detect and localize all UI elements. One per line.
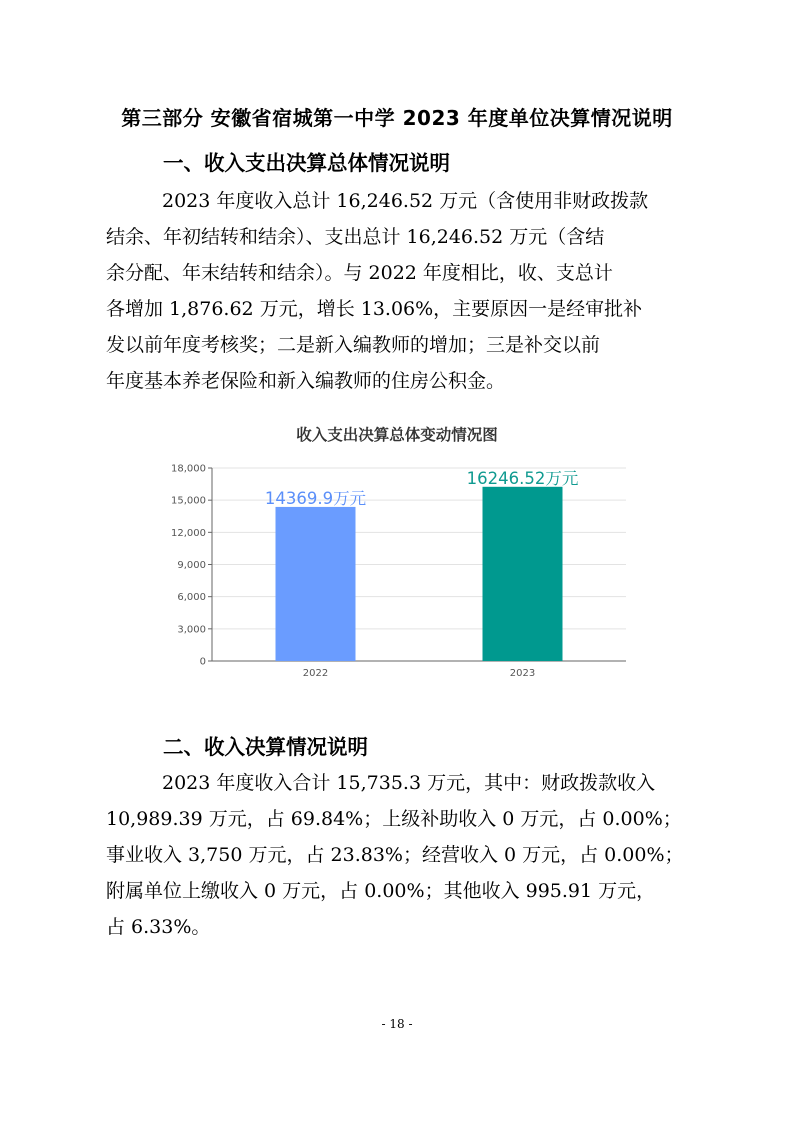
section-1-heading: 一、收入支出决算总体情况说明 [163,151,450,175]
paragraph-line: 2023 年度收入合计 15,735.3 万元，其中：财政拨款收入 [162,772,656,794]
x-tick-label: 2023 [509,668,536,679]
y-tick-label: 18,000 [171,463,206,475]
paragraph-line: 结余、年初结转和结余）、支出总计 16,246.52 万元（含结 [106,226,605,248]
page-title: 第三部分 安徽省宿城第一中学 2023 年度单位决算情况说明 [121,106,673,130]
bar-chart [150,455,640,687]
paragraph-line: 余分配、年末结转和结余）。与 2022 年度相比，收、支总计 [106,262,613,284]
data-label: 14369.9万元 [264,488,367,508]
y-tick-label: 12,000 [171,527,206,539]
section-2-heading: 二、收入决算情况说明 [163,735,368,759]
x-tick-label: 2022 [302,668,329,679]
y-tick-label: 0 [199,656,206,668]
paragraph-line: 2023 年度收入总计 16,246.52 万元（含使用非财政拨款 [162,190,649,212]
bar [276,507,356,661]
chart-title: 收入支出决算总体变动情况图 [296,426,498,444]
paragraph-line: 年度基本养老保险和新入编教师的住房公积金。 [106,370,506,392]
y-tick-label: 9,000 [177,560,206,571]
section-1-paragraph [106,183,690,399]
y-tick-label: 15,000 [171,495,206,507]
paragraph-line: 10,989.39 万元，占 69.84%；上级补助收入 0 万元，占 0.00%； [106,808,682,830]
page-number: - 18 - [381,1017,413,1031]
paragraph-line: 占 6.33%。 [106,916,211,938]
data-label: 16246.52万元 [466,468,579,488]
paragraph-line: 发以前年度考核奖；二是新入编教师的增加；三是补交以前 [106,334,601,356]
section-2-paragraph [106,765,690,945]
bar [483,487,563,661]
y-tick-label: 6,000 [177,592,206,604]
paragraph-line: 各增加 1,876.62 万元，增长 13.06%，主要原因一是经审批补 [106,298,643,320]
paragraph-line: 附属单位上缴收入 0 万元，占 0.00%；其他收入 995.91 万元， [106,880,656,902]
paragraph-line: 事业收入 3,750 万元，占 23.83%；经营收入 0 万元，占 0.00%； [106,844,684,866]
y-tick-label: 3,000 [177,624,206,636]
